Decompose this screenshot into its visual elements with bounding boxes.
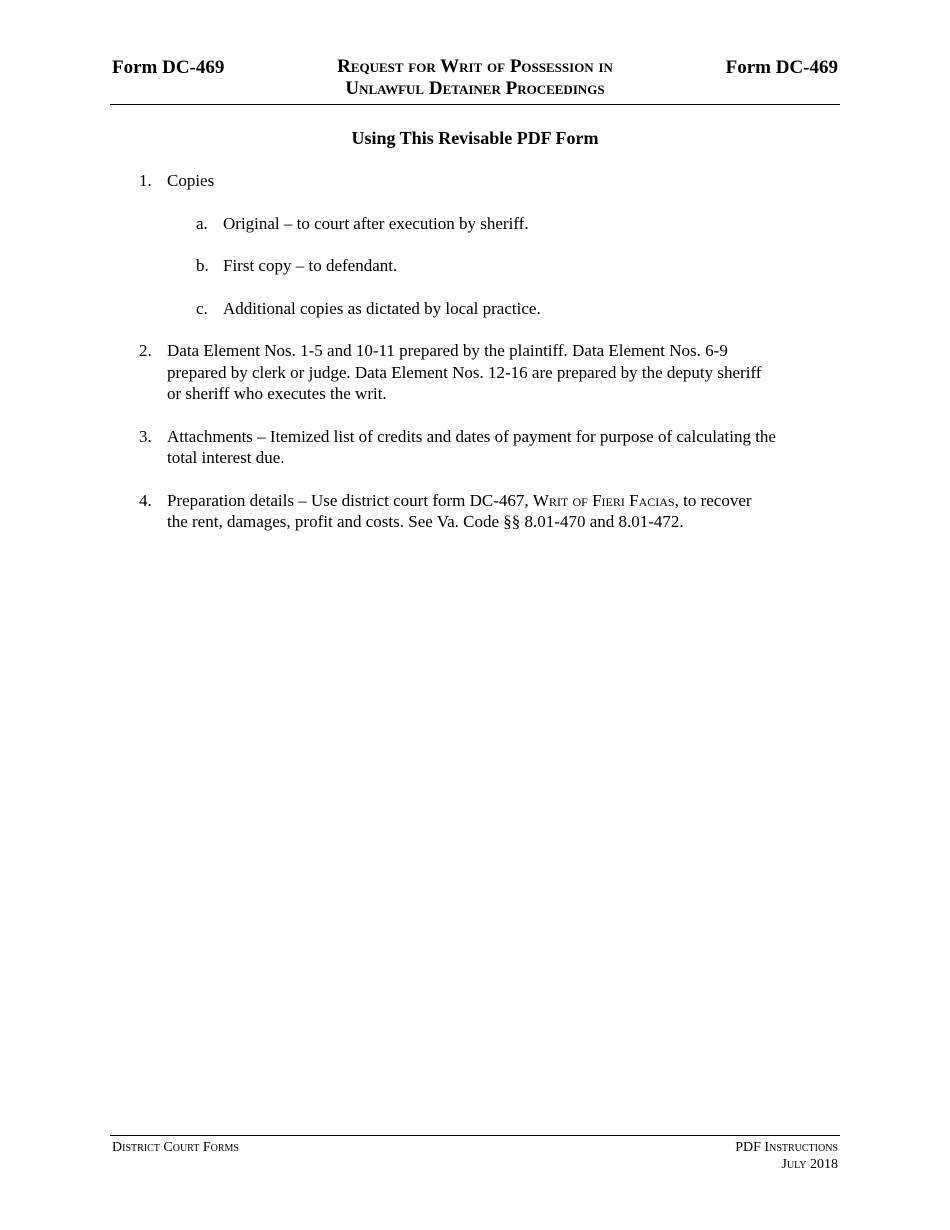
list-item-text-line-1: Attachments – Itemized list of credits and dates of payment for purpose of calculating the xyxy=(167,426,776,446)
page-footer xyxy=(110,1135,840,1172)
text-post: , to recover xyxy=(674,490,752,510)
sub-item-letter: b. xyxy=(196,256,209,275)
page-header xyxy=(110,56,840,105)
list-item-text-line-2: the rent, damages, profit and costs. See Va. Code §§ 8.01-470 and 8.01-472. xyxy=(167,512,684,531)
list-item-1 xyxy=(110,170,840,192)
list-number: 1. xyxy=(139,171,152,190)
list-item-4 xyxy=(110,490,840,533)
form-title-line-2: Unlawful Detainer Proceedings xyxy=(345,78,605,99)
form-reference: Writ of Fieri Facias xyxy=(532,490,675,510)
footer-right-line-2: July 2018 xyxy=(781,1157,838,1172)
list-item-text-line-2: prepared by clerk or judge. Data Element Nos. 12-16 are prepared by the deputy sheriff xyxy=(167,362,762,382)
sub-item-letter: a. xyxy=(196,213,208,233)
form-number-left: Form DC-469 xyxy=(112,57,225,78)
text-pre: Preparation details – Use district court form DC-467, xyxy=(167,490,533,510)
list-number: 4. xyxy=(139,490,152,510)
sub-item-c xyxy=(110,298,840,320)
form-title-line-1: Request for Writ of Possession in xyxy=(337,56,613,77)
instructions-list xyxy=(110,170,840,554)
list-item-3 xyxy=(110,426,840,469)
sub-item-text: First copy – to defendant. xyxy=(223,256,398,275)
section-heading: Using This Revisable PDF Form xyxy=(351,128,599,148)
sub-item-letter: c. xyxy=(196,298,208,318)
list-item-text-line-2: total interest due. xyxy=(167,448,285,467)
sub-item-text: Additional copies as dictated by local practice. xyxy=(223,298,541,318)
list-number: 3. xyxy=(139,426,152,446)
list-item-text-line-1 xyxy=(167,490,840,512)
form-title xyxy=(280,56,670,100)
form-number-right: Form DC-469 xyxy=(725,57,838,78)
sub-item-text: Original – to court after execution by sheriff. xyxy=(223,213,529,233)
list-item-2 xyxy=(110,340,840,405)
footer-left-text: District Court Forms xyxy=(112,1140,239,1155)
list-item-text: Copies xyxy=(167,171,215,190)
list-item-text-line-1: Data Element Nos. 1-5 and 10-11 prepared by the plaintiff. Data Element Nos. 6-9 xyxy=(167,341,728,360)
footer-right-block xyxy=(735,1139,838,1173)
sub-item-a xyxy=(110,213,840,235)
list-item-text-line-3: or sheriff who executes the writ. xyxy=(167,384,387,403)
footer-right-line-1: PDF Instructions xyxy=(735,1140,838,1155)
list-number: 2. xyxy=(139,341,152,360)
sub-item-b xyxy=(110,255,840,277)
